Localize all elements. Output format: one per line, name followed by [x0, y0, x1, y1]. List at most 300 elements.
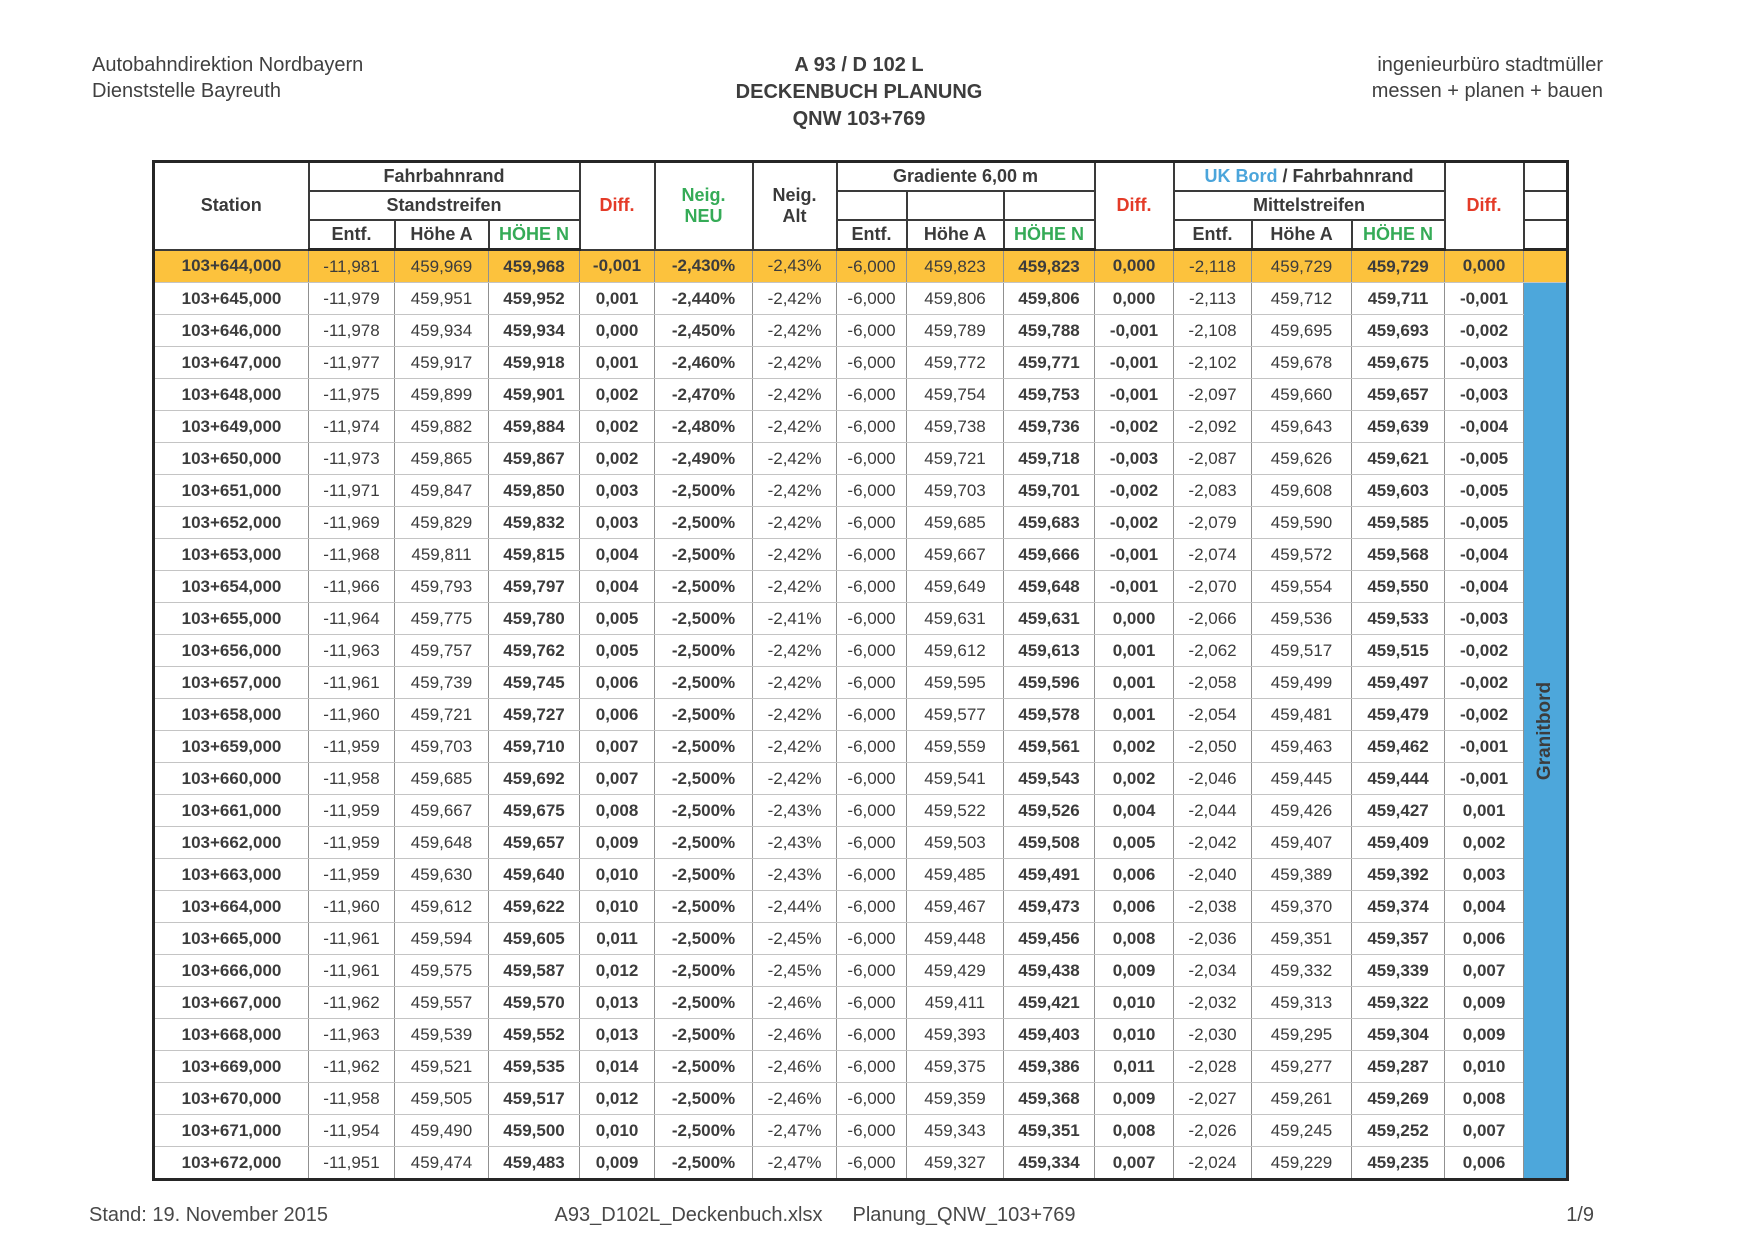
- mittelstreifen-entf-cell: -2,050: [1174, 731, 1252, 763]
- fahrbahnrand-hoehe-n-cell: 459,622: [489, 891, 580, 923]
- table-row: [154, 891, 1568, 923]
- gradiente-entf-cell: -6,000: [837, 347, 907, 379]
- mittelstreifen-entf-cell: -2,036: [1174, 923, 1252, 955]
- mittelstreifen-hoehe-n-cell: 459,515: [1352, 635, 1445, 667]
- gradiente-entf-cell: -6,000: [837, 603, 907, 635]
- fahrbahnrand-hoehe-a-cell: 459,829: [395, 507, 489, 539]
- gradiente-hoehe-n-cell: 459,771: [1004, 347, 1095, 379]
- uk-bord-rest-label: / Fahrbahnrand: [1282, 166, 1414, 186]
- mittelstreifen-hoehe-n-cell: 459,693: [1352, 315, 1445, 347]
- mittelstreifen-hoehe-a-cell: 459,643: [1252, 411, 1352, 443]
- neig-neu-cell: -2,500%: [655, 1019, 753, 1051]
- fahrbahnrand-hoehe-n-cell: 459,727: [489, 699, 580, 731]
- fahrbahnrand-entf-cell: -11,961: [309, 923, 395, 955]
- station-cell: 103+663,000: [154, 859, 309, 891]
- mittelstreifen-hoehe-a-cell: 459,313: [1252, 987, 1352, 1019]
- neig-alt-cell: -2,42%: [753, 699, 837, 731]
- mittelstreifen-entf-cell: -2,079: [1174, 507, 1252, 539]
- table-row: [154, 699, 1568, 731]
- neig-alt-cell: -2,46%: [753, 987, 837, 1019]
- gradiente-empty-cell: [837, 191, 907, 220]
- mittelstreifen-hoehe-n-cell: 459,287: [1352, 1051, 1445, 1083]
- mittelstreifen-entf-cell: -2,040: [1174, 859, 1252, 891]
- gradiente-entf-cell: -6,000: [837, 411, 907, 443]
- station-cell: 103+669,000: [154, 1051, 309, 1083]
- table-row: [154, 635, 1568, 667]
- gradiente-hoehe-a-cell: 459,772: [907, 347, 1004, 379]
- neig-alt-cell: -2,46%: [753, 1019, 837, 1051]
- fahrbahnrand-hoehe-a-cell: 459,594: [395, 923, 489, 955]
- gradiente-diff-cell: 0,008: [1095, 923, 1174, 955]
- fahrbahnrand-hoehe-n-cell: 459,570: [489, 987, 580, 1019]
- table-row: [154, 1051, 1568, 1083]
- mittelstreifen-diff-cell: 0,010: [1445, 1051, 1524, 1083]
- fahrbahnrand-hoehe-n-cell: 459,850: [489, 475, 580, 507]
- table-row: [154, 283, 1568, 315]
- station-cell: 103+653,000: [154, 539, 309, 571]
- station-cell: 103+658,000: [154, 699, 309, 731]
- gradiente-hoehe-n-cell: 459,473: [1004, 891, 1095, 923]
- hoehe-a-header-1: Höhe A: [395, 220, 489, 250]
- gradiente-diff-cell: 0,000: [1095, 283, 1174, 315]
- fahrbahnrand-diff-cell: 0,005: [580, 603, 655, 635]
- mittelstreifen-diff-cell: -0,002: [1445, 667, 1524, 699]
- gradiente-entf-cell: -6,000: [837, 891, 907, 923]
- fahrbahnrand-hoehe-a-cell: 459,811: [395, 539, 489, 571]
- table-row: [154, 859, 1568, 891]
- neig-alt-cell: -2,47%: [753, 1147, 837, 1180]
- mittelstreifen-hoehe-a-cell: 459,678: [1252, 347, 1352, 379]
- neig-alt-cell: -2,42%: [753, 315, 837, 347]
- mittelstreifen-diff-cell: 0,009: [1445, 1019, 1524, 1051]
- mittelstreifen-entf-cell: -2,028: [1174, 1051, 1252, 1083]
- gradiente-diff-cell: 0,001: [1095, 699, 1174, 731]
- gradiente-hoehe-a-cell: 459,327: [907, 1147, 1004, 1180]
- mittelstreifen-hoehe-a-cell: 459,445: [1252, 763, 1352, 795]
- mittelstreifen-entf-cell: -2,087: [1174, 443, 1252, 475]
- gradiente-diff-cell: -0,001: [1095, 571, 1174, 603]
- fahrbahnrand-diff-cell: 0,000: [580, 315, 655, 347]
- neig-neu-cell: -2,500%: [655, 1083, 753, 1115]
- neig-neu-cell: -2,500%: [655, 1115, 753, 1147]
- gradiente-header: Gradiente 6,00 m: [837, 162, 1095, 192]
- fahrbahnrand-hoehe-a-cell: 459,539: [395, 1019, 489, 1051]
- table-row: [154, 987, 1568, 1019]
- gradiente-hoehe-a-cell: 459,393: [907, 1019, 1004, 1051]
- fahrbahnrand-hoehe-n-cell: 459,918: [489, 347, 580, 379]
- station-cell: 103+646,000: [154, 315, 309, 347]
- station-cell: 103+648,000: [154, 379, 309, 411]
- mittelstreifen-hoehe-a-cell: 459,536: [1252, 603, 1352, 635]
- fahrbahnrand-diff-cell: 0,009: [580, 1147, 655, 1180]
- fahrbahnrand-entf-cell: -11,979: [309, 283, 395, 315]
- title-line-1: A 93 / D 102 L: [794, 54, 924, 76]
- gradiente-diff-cell: 0,000: [1095, 603, 1174, 635]
- gradiente-entf-cell: -6,000: [837, 443, 907, 475]
- gradiente-hoehe-n-cell: 459,823: [1004, 250, 1095, 283]
- fahrbahnrand-hoehe-a-cell: 459,490: [395, 1115, 489, 1147]
- mittelstreifen-diff-cell: -0,005: [1445, 443, 1524, 475]
- fahrbahnrand-hoehe-a-cell: 459,882: [395, 411, 489, 443]
- gradiente-diff-cell: -0,002: [1095, 507, 1174, 539]
- neig-neu-cell: -2,500%: [655, 731, 753, 763]
- neig-neu-cell: -2,500%: [655, 699, 753, 731]
- fahrbahnrand-hoehe-a-cell: 459,899: [395, 379, 489, 411]
- gradiente-diff-cell: -0,001: [1095, 347, 1174, 379]
- fahrbahnrand-entf-cell: -11,960: [309, 891, 395, 923]
- granitbord-header-cell: [1524, 162, 1568, 192]
- gradiente-hoehe-n-cell: 459,526: [1004, 795, 1095, 827]
- gradiente-hoehe-n-cell: 459,421: [1004, 987, 1095, 1019]
- neig-alt-cell: -2,42%: [753, 411, 837, 443]
- mittelstreifen-hoehe-n-cell: 459,479: [1352, 699, 1445, 731]
- fahrbahnrand-entf-cell: -11,962: [309, 987, 395, 1019]
- neig-neu-cell: -2,500%: [655, 1051, 753, 1083]
- mittelstreifen-hoehe-a-cell: 459,572: [1252, 539, 1352, 571]
- mittelstreifen-hoehe-n-cell: 459,585: [1352, 507, 1445, 539]
- gradiente-hoehe-a-cell: 459,448: [907, 923, 1004, 955]
- neig-alt-cell: -2,45%: [753, 955, 837, 987]
- fahrbahnrand-diff-cell: 0,006: [580, 667, 655, 699]
- station-cell: 103+647,000: [154, 347, 309, 379]
- fahrbahnrand-hoehe-n-cell: 459,934: [489, 315, 580, 347]
- mittelstreifen-diff-cell: 0,000: [1445, 250, 1524, 283]
- neig-neu-cell: -2,500%: [655, 635, 753, 667]
- granitbord-bar: [1524, 283, 1568, 1180]
- station-cell: 103+651,000: [154, 475, 309, 507]
- neig-neu-cell: -2,500%: [655, 1147, 753, 1180]
- neig-alt-cell: -2,42%: [753, 763, 837, 795]
- mittelstreifen-hoehe-n-cell: 459,269: [1352, 1083, 1445, 1115]
- neig-alt-cell: -2,42%: [753, 283, 837, 315]
- table-body: [154, 250, 1568, 1180]
- gradiente-entf-cell: -6,000: [837, 475, 907, 507]
- gradiente-hoehe-n-cell: 459,561: [1004, 731, 1095, 763]
- fahrbahnrand-entf-cell: -11,959: [309, 795, 395, 827]
- mittelstreifen-entf-cell: -2,118: [1174, 250, 1252, 283]
- table-row: [154, 955, 1568, 987]
- fahrbahnrand-hoehe-a-cell: 459,757: [395, 635, 489, 667]
- mittelstreifen-hoehe-n-cell: 459,444: [1352, 763, 1445, 795]
- fahrbahnrand-entf-cell: -11,961: [309, 667, 395, 699]
- title-line-3: QNW 103+769: [792, 108, 926, 130]
- gradiente-entf-cell: -6,000: [837, 379, 907, 411]
- gradiente-hoehe-a-cell: 459,667: [907, 539, 1004, 571]
- table-row: [154, 571, 1568, 603]
- fahrbahnrand-entf-cell: -11,960: [309, 699, 395, 731]
- fahrbahnrand-diff-cell: 0,001: [580, 347, 655, 379]
- gradiente-diff-cell: 0,001: [1095, 635, 1174, 667]
- gradiente-hoehe-a-cell: 459,806: [907, 283, 1004, 315]
- gradiente-diff-cell: 0,001: [1095, 667, 1174, 699]
- gradiente-hoehe-a-cell: 459,754: [907, 379, 1004, 411]
- fahrbahnrand-diff-cell: 0,003: [580, 507, 655, 539]
- gradiente-entf-cell: -6,000: [837, 731, 907, 763]
- fahrbahnrand-hoehe-n-cell: 459,535: [489, 1051, 580, 1083]
- mittelstreifen-hoehe-a-cell: 459,389: [1252, 859, 1352, 891]
- fahrbahnrand-hoehe-n-cell: 459,745: [489, 667, 580, 699]
- mittelstreifen-hoehe-n-cell: 459,657: [1352, 379, 1445, 411]
- gradiente-hoehe-a-cell: 459,375: [907, 1051, 1004, 1083]
- neig-neu-cell: -2,500%: [655, 859, 753, 891]
- table-row: [154, 1019, 1568, 1051]
- gradiente-diff-cell: 0,002: [1095, 731, 1174, 763]
- gradiente-diff-cell: 0,006: [1095, 859, 1174, 891]
- gradiente-hoehe-n-cell: 459,386: [1004, 1051, 1095, 1083]
- table-row: [154, 1147, 1568, 1180]
- mittelstreifen-entf-cell: -2,046: [1174, 763, 1252, 795]
- gradiente-hoehe-a-cell: 459,429: [907, 955, 1004, 987]
- mittelstreifen-hoehe-n-cell: 459,711: [1352, 283, 1445, 315]
- hoehe-n-header-3: HÖHE N: [1352, 220, 1445, 250]
- gradiente-entf-cell: -6,000: [837, 923, 907, 955]
- fahrbahnrand-diff-cell: 0,008: [580, 795, 655, 827]
- gradiente-diff-cell: -0,002: [1095, 475, 1174, 507]
- neig-neu-cell: -2,500%: [655, 955, 753, 987]
- footer-center: [0, 1204, 1630, 1227]
- granitbord-header-cell: [1524, 191, 1568, 220]
- station-cell: 103+661,000: [154, 795, 309, 827]
- fahrbahnrand-entf-cell: -11,975: [309, 379, 395, 411]
- fahrbahnrand-hoehe-n-cell: 459,952: [489, 283, 580, 315]
- table-row: [154, 443, 1568, 475]
- diff-header-1: Diff.: [580, 162, 655, 250]
- neig-alt-header: [753, 162, 837, 250]
- fahrbahnrand-hoehe-a-cell: 459,847: [395, 475, 489, 507]
- neig-alt-cell: -2,42%: [753, 635, 837, 667]
- fahrbahnrand-diff-cell: 0,012: [580, 1083, 655, 1115]
- mittelstreifen-hoehe-a-cell: 459,695: [1252, 315, 1352, 347]
- mittelstreifen-hoehe-n-cell: 459,639: [1352, 411, 1445, 443]
- gradiente-hoehe-n-cell: 459,666: [1004, 539, 1095, 571]
- gradiente-hoehe-a-cell: 459,703: [907, 475, 1004, 507]
- mittelstreifen-diff-cell: -0,005: [1445, 475, 1524, 507]
- fahrbahnrand-hoehe-a-cell: 459,775: [395, 603, 489, 635]
- mittelstreifen-hoehe-n-cell: 459,533: [1352, 603, 1445, 635]
- gradiente-diff-cell: 0,005: [1095, 827, 1174, 859]
- mittelstreifen-diff-cell: -0,005: [1445, 507, 1524, 539]
- table-header: [154, 162, 1568, 250]
- footer-stand: Stand: 19. November 2015: [89, 1204, 329, 1226]
- table-row: [154, 923, 1568, 955]
- neig-neu-cell: -2,450%: [655, 315, 753, 347]
- fahrbahnrand-hoehe-n-cell: 459,968: [489, 250, 580, 283]
- entf-header-2: Entf.: [837, 220, 907, 250]
- station-cell: 103+656,000: [154, 635, 309, 667]
- diff-header-2: Diff.: [1095, 162, 1174, 250]
- gradiente-entf-cell: -6,000: [837, 699, 907, 731]
- fahrbahnrand-hoehe-n-cell: 459,657: [489, 827, 580, 859]
- fahrbahnrand-hoehe-a-cell: 459,865: [395, 443, 489, 475]
- gradiente-hoehe-a-cell: 459,721: [907, 443, 1004, 475]
- gradiente-entf-cell: -6,000: [837, 507, 907, 539]
- gradiente-hoehe-n-cell: 459,491: [1004, 859, 1095, 891]
- station-cell: 103+660,000: [154, 763, 309, 795]
- hoehe-n-header-1: HÖHE N: [489, 220, 580, 250]
- mittelstreifen-entf-cell: -2,054: [1174, 699, 1252, 731]
- gradiente-hoehe-a-cell: 459,823: [907, 250, 1004, 283]
- mittelstreifen-entf-cell: -2,113: [1174, 283, 1252, 315]
- mittelstreifen-hoehe-a-cell: 459,426: [1252, 795, 1352, 827]
- mittelstreifen-hoehe-a-cell: 459,277: [1252, 1051, 1352, 1083]
- mittelstreifen-entf-cell: -2,042: [1174, 827, 1252, 859]
- neig-neu-cell: -2,500%: [655, 923, 753, 955]
- neig-alt-cell: -2,43%: [753, 859, 837, 891]
- neig-alt-cell: -2,46%: [753, 1083, 837, 1115]
- mittelstreifen-diff-cell: 0,009: [1445, 987, 1524, 1019]
- station-cell: 103+672,000: [154, 1147, 309, 1180]
- mittelstreifen-hoehe-a-cell: 459,590: [1252, 507, 1352, 539]
- mittelstreifen-diff-cell: -0,003: [1445, 347, 1524, 379]
- station-cell: 103+645,000: [154, 283, 309, 315]
- mittelstreifen-entf-cell: -2,044: [1174, 795, 1252, 827]
- gradiente-hoehe-a-cell: 459,343: [907, 1115, 1004, 1147]
- neig-neu-cell: -2,440%: [655, 283, 753, 315]
- mittelstreifen-entf-cell: -2,074: [1174, 539, 1252, 571]
- station-cell: 103+662,000: [154, 827, 309, 859]
- gradiente-hoehe-a-cell: 459,738: [907, 411, 1004, 443]
- gradiente-entf-cell: -6,000: [837, 1019, 907, 1051]
- mittelstreifen-hoehe-n-cell: 459,357: [1352, 923, 1445, 955]
- gradiente-hoehe-a-cell: 459,685: [907, 507, 1004, 539]
- fahrbahnrand-hoehe-n-cell: 459,605: [489, 923, 580, 955]
- gradiente-hoehe-n-cell: 459,578: [1004, 699, 1095, 731]
- station-cell: 103+667,000: [154, 987, 309, 1019]
- mittelstreifen-diff-cell: 0,007: [1445, 955, 1524, 987]
- mittelstreifen-hoehe-n-cell: 459,322: [1352, 987, 1445, 1019]
- footer-page-number: 1/9: [1566, 1204, 1594, 1226]
- gradiente-hoehe-n-cell: 459,718: [1004, 443, 1095, 475]
- mittelstreifen-entf-cell: -2,032: [1174, 987, 1252, 1019]
- gradiente-diff-cell: -0,001: [1095, 315, 1174, 347]
- gradiente-diff-cell: 0,000: [1095, 250, 1174, 283]
- gradiente-diff-cell: 0,011: [1095, 1051, 1174, 1083]
- fahrbahnrand-hoehe-n-cell: 459,517: [489, 1083, 580, 1115]
- gradiente-entf-cell: -6,000: [837, 571, 907, 603]
- fahrbahnrand-entf-cell: -11,981: [309, 250, 395, 283]
- gradiente-diff-cell: 0,006: [1095, 891, 1174, 923]
- gradiente-hoehe-n-cell: 459,806: [1004, 283, 1095, 315]
- station-cell: 103+664,000: [154, 891, 309, 923]
- gradiente-hoehe-a-cell: 459,577: [907, 699, 1004, 731]
- neig-neu-cell: -2,470%: [655, 379, 753, 411]
- mittelstreifen-entf-cell: -2,027: [1174, 1083, 1252, 1115]
- gradiente-hoehe-n-cell: 459,403: [1004, 1019, 1095, 1051]
- mittelstreifen-diff-cell: 0,003: [1445, 859, 1524, 891]
- table-row: [154, 795, 1568, 827]
- neig-alt-cell: -2,42%: [753, 539, 837, 571]
- fahrbahnrand-diff-cell: 0,010: [580, 891, 655, 923]
- fahrbahnrand-hoehe-a-cell: 459,557: [395, 987, 489, 1019]
- gradiente-diff-cell: 0,004: [1095, 795, 1174, 827]
- fahrbahnrand-hoehe-n-cell: 459,797: [489, 571, 580, 603]
- station-cell: 103+655,000: [154, 603, 309, 635]
- neig-neu-header: [655, 162, 753, 250]
- gradiente-empty-cell: [907, 191, 1004, 220]
- neig-neu-cell: -2,430%: [655, 250, 753, 283]
- gradiente-entf-cell: -6,000: [837, 795, 907, 827]
- fahrbahnrand-hoehe-a-cell: 459,739: [395, 667, 489, 699]
- hoehe-a-header-2: Höhe A: [907, 220, 1004, 250]
- mittelstreifen-hoehe-a-cell: 459,608: [1252, 475, 1352, 507]
- gradiente-entf-cell: -6,000: [837, 827, 907, 859]
- neig-neu-cell: -2,500%: [655, 571, 753, 603]
- neig-alt-line-2: Alt: [782, 205, 807, 226]
- gradiente-hoehe-n-cell: 459,736: [1004, 411, 1095, 443]
- fahrbahnrand-entf-cell: -11,968: [309, 539, 395, 571]
- gradiente-hoehe-a-cell: 459,411: [907, 987, 1004, 1019]
- mittelstreifen-diff-cell: -0,001: [1445, 763, 1524, 795]
- mittelstreifen-hoehe-a-cell: 459,517: [1252, 635, 1352, 667]
- gradiente-diff-cell: -0,001: [1095, 539, 1174, 571]
- gradiente-entf-cell: -6,000: [837, 283, 907, 315]
- fahrbahnrand-entf-cell: -11,966: [309, 571, 395, 603]
- gradiente-diff-cell: -0,003: [1095, 443, 1174, 475]
- station-cell: 103+649,000: [154, 411, 309, 443]
- station-cell: 103+654,000: [154, 571, 309, 603]
- mittelstreifen-hoehe-a-cell: 459,229: [1252, 1147, 1352, 1180]
- gradiente-diff-cell: 0,007: [1095, 1147, 1174, 1180]
- table-row: [154, 1115, 1568, 1147]
- gradiente-entf-cell: -6,000: [837, 859, 907, 891]
- table-row: [154, 763, 1568, 795]
- diff-header-3: Diff.: [1445, 162, 1524, 250]
- fahrbahnrand-entf-cell: -11,959: [309, 827, 395, 859]
- gradiente-diff-cell: 0,009: [1095, 955, 1174, 987]
- mittelstreifen-diff-cell: 0,001: [1445, 795, 1524, 827]
- neig-alt-cell: -2,42%: [753, 731, 837, 763]
- mittelstreifen-diff-cell: -0,001: [1445, 283, 1524, 315]
- fahrbahnrand-hoehe-n-cell: 459,710: [489, 731, 580, 763]
- fahrbahnrand-entf-cell: -11,978: [309, 315, 395, 347]
- mittelstreifen-header: Mittelstreifen: [1174, 191, 1445, 220]
- fahrbahnrand-hoehe-a-cell: 459,667: [395, 795, 489, 827]
- gradiente-entf-cell: -6,000: [837, 763, 907, 795]
- mittelstreifen-diff-cell: 0,004: [1445, 891, 1524, 923]
- fahrbahnrand-entf-cell: -11,963: [309, 1019, 395, 1051]
- fahrbahnrand-entf-cell: -11,962: [309, 1051, 395, 1083]
- neig-alt-cell: -2,42%: [753, 507, 837, 539]
- mittelstreifen-diff-cell: 0,008: [1445, 1083, 1524, 1115]
- station-cell: 103+670,000: [154, 1083, 309, 1115]
- neig-neu-line-1: Neig.: [681, 184, 726, 205]
- mittelstreifen-hoehe-a-cell: 459,332: [1252, 955, 1352, 987]
- gradiente-hoehe-n-cell: 459,701: [1004, 475, 1095, 507]
- fahrbahnrand-hoehe-a-cell: 459,703: [395, 731, 489, 763]
- mittelstreifen-diff-cell: -0,004: [1445, 411, 1524, 443]
- mittelstreifen-entf-cell: -2,092: [1174, 411, 1252, 443]
- fahrbahnrand-diff-cell: 0,009: [580, 827, 655, 859]
- gradiente-diff-cell: -0,001: [1095, 379, 1174, 411]
- station-cell: 103+657,000: [154, 667, 309, 699]
- hoehe-n-header-2: HÖHE N: [1004, 220, 1095, 250]
- mittelstreifen-hoehe-a-cell: 459,499: [1252, 667, 1352, 699]
- mittelstreifen-hoehe-a-cell: 459,481: [1252, 699, 1352, 731]
- mittelstreifen-entf-cell: -2,024: [1174, 1147, 1252, 1180]
- station-cell: 103+659,000: [154, 731, 309, 763]
- fahrbahnrand-hoehe-a-cell: 459,474: [395, 1147, 489, 1180]
- mittelstreifen-diff-cell: -0,003: [1445, 379, 1524, 411]
- gradiente-entf-cell: -6,000: [837, 539, 907, 571]
- mittelstreifen-hoehe-n-cell: 459,374: [1352, 891, 1445, 923]
- granitbord-highlight-cell: [1524, 250, 1568, 283]
- fahrbahnrand-diff-cell: 0,010: [580, 1115, 655, 1147]
- page-title: [152, 52, 1566, 133]
- firm-block: [1372, 52, 1603, 104]
- gradiente-hoehe-n-cell: 459,543: [1004, 763, 1095, 795]
- neig-alt-cell: -2,42%: [753, 667, 837, 699]
- footer-filename: A93_D102L_Deckenbuch.xlsx: [554, 1204, 823, 1226]
